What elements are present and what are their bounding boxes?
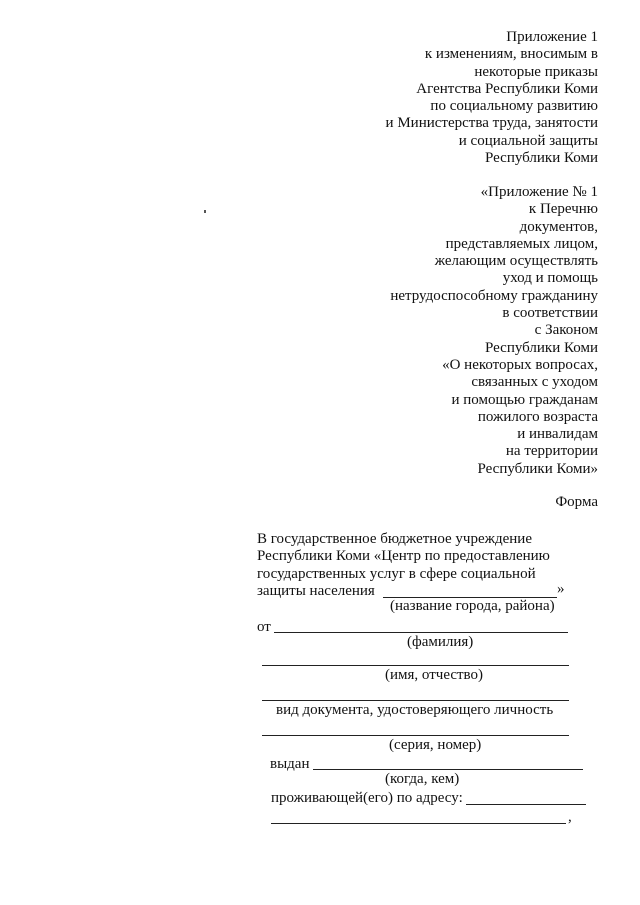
- address-label: проживающей(его) по адресу:: [271, 790, 463, 806]
- quoted-appendix-line: «О некоторых вопросах,: [442, 356, 598, 373]
- recipient-line-suffix: »: [557, 581, 565, 597]
- recipient-line-prefix: защиты населения: [257, 582, 375, 599]
- quoted-appendix-line: документов,: [519, 218, 598, 235]
- quoted-appendix-line: и инвалидам: [517, 426, 598, 443]
- series-caption: (серия, номер): [389, 737, 482, 753]
- appendix-header: [386, 29, 598, 167]
- city-caption: (название города, района): [390, 598, 555, 614]
- quoted-appendix-line: нетрудоспособному гражданину: [390, 287, 598, 304]
- appendix-line: и социальной защиты: [458, 132, 598, 149]
- form-label: [555, 494, 598, 511]
- quoted-appendix-line: уход и помощь: [502, 270, 598, 287]
- issued-blank-line[interactable]: [313, 769, 583, 770]
- issued-label: выдан: [270, 756, 310, 772]
- quoted-appendix-line: на территории: [505, 443, 598, 460]
- id-doc-caption: вид документа, удостоверяющего личность: [276, 702, 554, 718]
- recipient-line: Республики Коми «Центр по предоставлению: [257, 548, 550, 565]
- recipient-line: государственных услуг в сфере социальной: [257, 565, 536, 582]
- id-doc-blank-line[interactable]: [262, 700, 569, 701]
- quoted-appendix-line: к Перечню: [528, 201, 598, 218]
- appendix-line: к изменениям, вносимым в: [424, 46, 598, 63]
- issued-caption: (когда, кем): [385, 771, 460, 787]
- appendix-line: Республики Коми: [485, 150, 598, 167]
- quoted-appendix-line: пожилого возраста: [477, 408, 598, 425]
- quoted-appendix-line: «Приложение № 1: [480, 184, 598, 200]
- from-label: от: [257, 619, 271, 635]
- quoted-appendix-header: [390, 184, 598, 478]
- quoted-appendix-line: в соответствии: [502, 305, 598, 322]
- address-end-comma: ,: [568, 809, 572, 825]
- scan-speck: [204, 210, 206, 213]
- quoted-appendix-line: Республики Коми»: [477, 460, 598, 477]
- appendix-line: некоторые приказы: [474, 63, 598, 80]
- appendix-line: Приложение 1: [506, 29, 598, 45]
- recipient-block: [257, 531, 602, 600]
- surname-blank-line[interactable]: [274, 632, 568, 633]
- quoted-appendix-line: представляемых лицом,: [445, 235, 598, 252]
- appendix-line: Агентства Республики Коми: [416, 80, 598, 97]
- address-blank-line-1[interactable]: [466, 804, 586, 805]
- recipient-line: В государственное бюджетное учреждение: [257, 531, 532, 547]
- series-blank-line[interactable]: [262, 735, 569, 736]
- address-blank-line-2[interactable]: [271, 823, 566, 824]
- name-caption: (имя, отчество): [385, 667, 484, 683]
- form-label-text: Форма: [555, 494, 598, 510]
- quoted-appendix-line: и помощью гражданам: [451, 391, 598, 408]
- appendix-line: по социальному развитию: [430, 98, 598, 115]
- quoted-appendix-line: Республики Коми: [485, 339, 598, 356]
- appendix-line: и Министерства труда, занятости: [385, 115, 598, 132]
- quoted-appendix-line: желающим осуществлять: [434, 253, 598, 270]
- quoted-appendix-line: связанных с уходом: [471, 374, 598, 391]
- surname-caption: (фамилия): [407, 634, 474, 650]
- quoted-appendix-line: с Законом: [534, 322, 598, 339]
- name-blank-line[interactable]: [262, 665, 569, 666]
